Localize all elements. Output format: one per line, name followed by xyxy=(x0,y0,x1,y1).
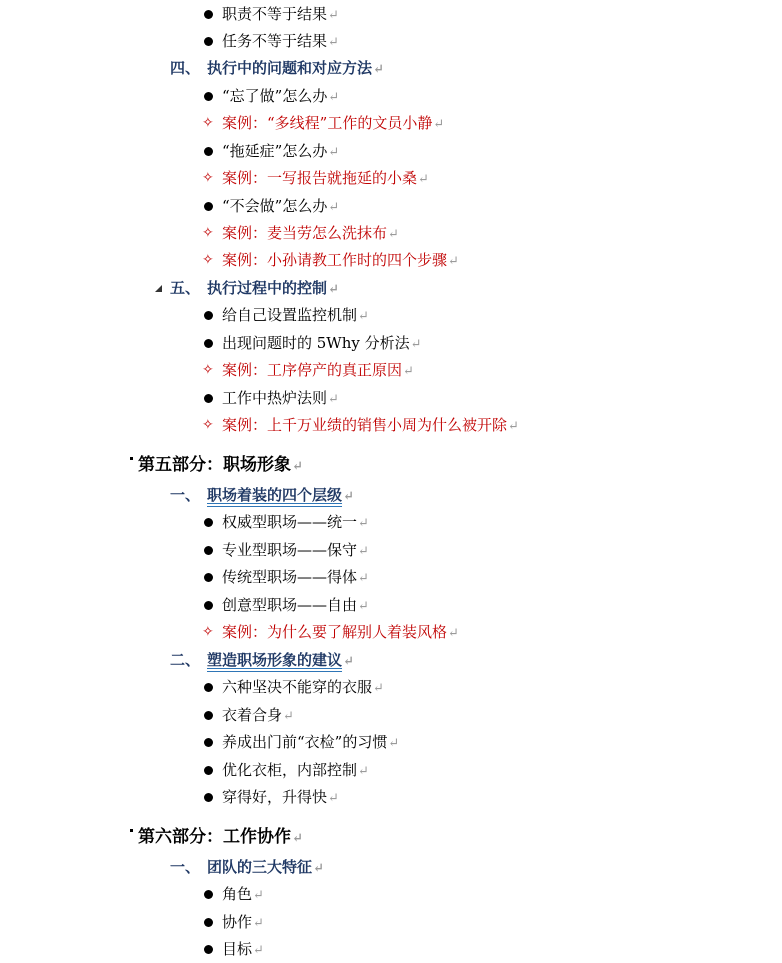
list-item-text: 专业型职场——保守 xyxy=(222,541,358,559)
bullet-icon xyxy=(204,766,213,775)
bullet-icon xyxy=(204,945,213,954)
bullet-icon xyxy=(204,37,213,46)
paragraph-mark-icon: ↵ xyxy=(328,392,339,407)
paragraph-mark-icon: ↵ xyxy=(388,227,399,242)
case-text: 案例：为什么要了解别人着装风格 xyxy=(222,623,448,641)
paragraph-mark-icon: ↵ xyxy=(328,8,339,23)
paragraph-mark-icon: ↵ xyxy=(292,459,303,474)
heading-marker-icon xyxy=(130,829,133,832)
case-text: 案例：上千万业绩的销售小周为什么被开除 xyxy=(222,416,508,434)
bullet-icon xyxy=(204,147,213,156)
bullet-icon xyxy=(204,793,213,802)
part-title: 第六部分：工作协作 xyxy=(138,827,291,847)
case-diamond-icon: ✧ xyxy=(202,170,214,186)
bullet-icon xyxy=(204,546,213,555)
paragraph-mark-icon: ↵ xyxy=(433,117,445,132)
paragraph-mark-icon: ↵ xyxy=(388,736,400,751)
list-item-text: 优化衣柜，内部控制 xyxy=(222,761,358,779)
paragraph-mark-icon: ↵ xyxy=(448,626,459,641)
paragraph-mark-icon: ↵ xyxy=(358,764,369,779)
case-diamond-icon: ✧ xyxy=(202,115,214,131)
bullet-icon xyxy=(204,339,213,348)
paragraph-mark-icon: ↵ xyxy=(358,599,369,614)
paragraph-mark-icon: ↵ xyxy=(373,681,384,696)
list-item-text: 目标 xyxy=(222,940,253,958)
bullet-icon xyxy=(204,394,213,403)
case-diamond-icon: ✧ xyxy=(202,362,214,378)
heading-text: 执行中的问题和对应方法 xyxy=(207,59,373,77)
paragraph-mark-icon: ↵ xyxy=(283,709,294,724)
bullet-icon xyxy=(204,738,213,747)
paragraph-mark-icon: ↵ xyxy=(328,145,340,160)
list-item-text: 权威型职场——统一 xyxy=(222,513,358,531)
list-item-text: 创意型职场——自由 xyxy=(222,596,358,614)
bullet-icon xyxy=(204,10,213,19)
list-item-text: 养成出门前“衣检”的习惯 xyxy=(222,733,388,751)
paragraph-mark-icon: ↵ xyxy=(253,916,264,931)
bullet-icon xyxy=(204,601,213,610)
list-item-text: 给自己设置监控机制 xyxy=(222,306,358,324)
list-item-text: 出现问题时的 5Why 分析法 xyxy=(222,334,410,352)
heading-number: 一、 xyxy=(170,486,201,504)
list-item-text: 六种坚决不能穿的衣服 xyxy=(222,678,373,696)
bullet-icon xyxy=(204,92,213,101)
heading-number: 五、 xyxy=(170,279,201,297)
case-text: 案例：“多线程”工作的文员小静 xyxy=(222,114,433,132)
case-diamond-icon: ✧ xyxy=(202,417,214,433)
case-text: 案例：一写报告就拖延的小桑 xyxy=(222,169,418,187)
paragraph-mark-icon: ↵ xyxy=(253,888,264,903)
heading-number: 四、 xyxy=(170,59,201,77)
paragraph-mark-icon: ↵ xyxy=(403,364,414,379)
case-text: 案例：麦当劳怎么洗抹布 xyxy=(222,224,388,242)
list-item-text: 协作 xyxy=(222,913,253,931)
case-text: 案例：小孙请教工作时的四个步骤 xyxy=(222,251,448,269)
paragraph-mark-icon: ↵ xyxy=(358,309,369,324)
heading-marker-icon xyxy=(130,457,133,460)
case-diamond-icon: ✧ xyxy=(202,252,214,268)
list-item-text: 穿得好，升得快 xyxy=(222,788,328,806)
paragraph-mark-icon: ↵ xyxy=(358,516,369,531)
paragraph-mark-icon: ↵ xyxy=(328,35,339,50)
paragraph-mark-icon: ↵ xyxy=(358,571,369,586)
paragraph-mark-icon: ↵ xyxy=(328,200,340,215)
case-diamond-icon: ✧ xyxy=(202,225,214,241)
heading-number: 一、 xyxy=(170,858,201,876)
list-item-text: “拖延症”怎么办 xyxy=(222,142,328,160)
list-item-text: 任务不等于结果 xyxy=(222,32,328,50)
paragraph-mark-icon: ↵ xyxy=(253,943,264,958)
paragraph-mark-icon: ↵ xyxy=(328,791,339,806)
case-text: 案例：工序停产的真正原因 xyxy=(222,361,403,379)
bullet-icon xyxy=(204,518,213,527)
paragraph-mark-icon: ↵ xyxy=(328,282,339,297)
paragraph-mark-icon: ↵ xyxy=(358,544,369,559)
heading-text: 职场着装的四个层级 xyxy=(207,486,343,504)
bullet-icon xyxy=(204,683,213,692)
bullet-icon xyxy=(204,202,213,211)
list-item-text: 职责不等于结果 xyxy=(222,5,328,23)
list-item-text: 工作中热炉法则 xyxy=(222,389,328,407)
heading-text: 团队的三大特征 xyxy=(207,858,313,876)
bullet-icon xyxy=(204,918,213,927)
paragraph-mark-icon: ↵ xyxy=(373,62,384,77)
paragraph-mark-icon: ↵ xyxy=(343,489,354,504)
list-item-text: 衣着合身 xyxy=(222,706,283,724)
list-item-text: “不会做”怎么办 xyxy=(222,197,328,215)
paragraph-mark-icon: ↵ xyxy=(418,172,429,187)
heading-text: 执行过程中的控制 xyxy=(207,279,328,297)
bullet-icon xyxy=(204,311,213,320)
part-title: 第五部分：职场形象 xyxy=(138,455,291,475)
case-diamond-icon: ✧ xyxy=(202,624,214,640)
collapse-triangle-icon[interactable] xyxy=(155,285,162,292)
bullet-icon xyxy=(204,890,213,899)
heading-number: 二、 xyxy=(170,651,201,669)
paragraph-mark-icon: ↵ xyxy=(292,831,303,846)
paragraph-mark-icon: ↵ xyxy=(448,254,459,269)
heading-text: 塑造职场形象的建议 xyxy=(207,651,343,669)
list-item-text: “忘了做”怎么办 xyxy=(222,87,328,105)
paragraph-mark-icon: ↵ xyxy=(508,419,519,434)
list-item-text: 传统型职场——得体 xyxy=(222,568,358,586)
paragraph-mark-icon: ↵ xyxy=(410,337,422,352)
paragraph-mark-icon: ↵ xyxy=(343,654,354,669)
list-item-text: 角色 xyxy=(222,885,253,903)
paragraph-mark-icon: ↵ xyxy=(328,90,340,105)
bullet-icon xyxy=(204,711,213,720)
bullet-icon xyxy=(204,573,213,582)
paragraph-mark-icon: ↵ xyxy=(313,861,324,876)
